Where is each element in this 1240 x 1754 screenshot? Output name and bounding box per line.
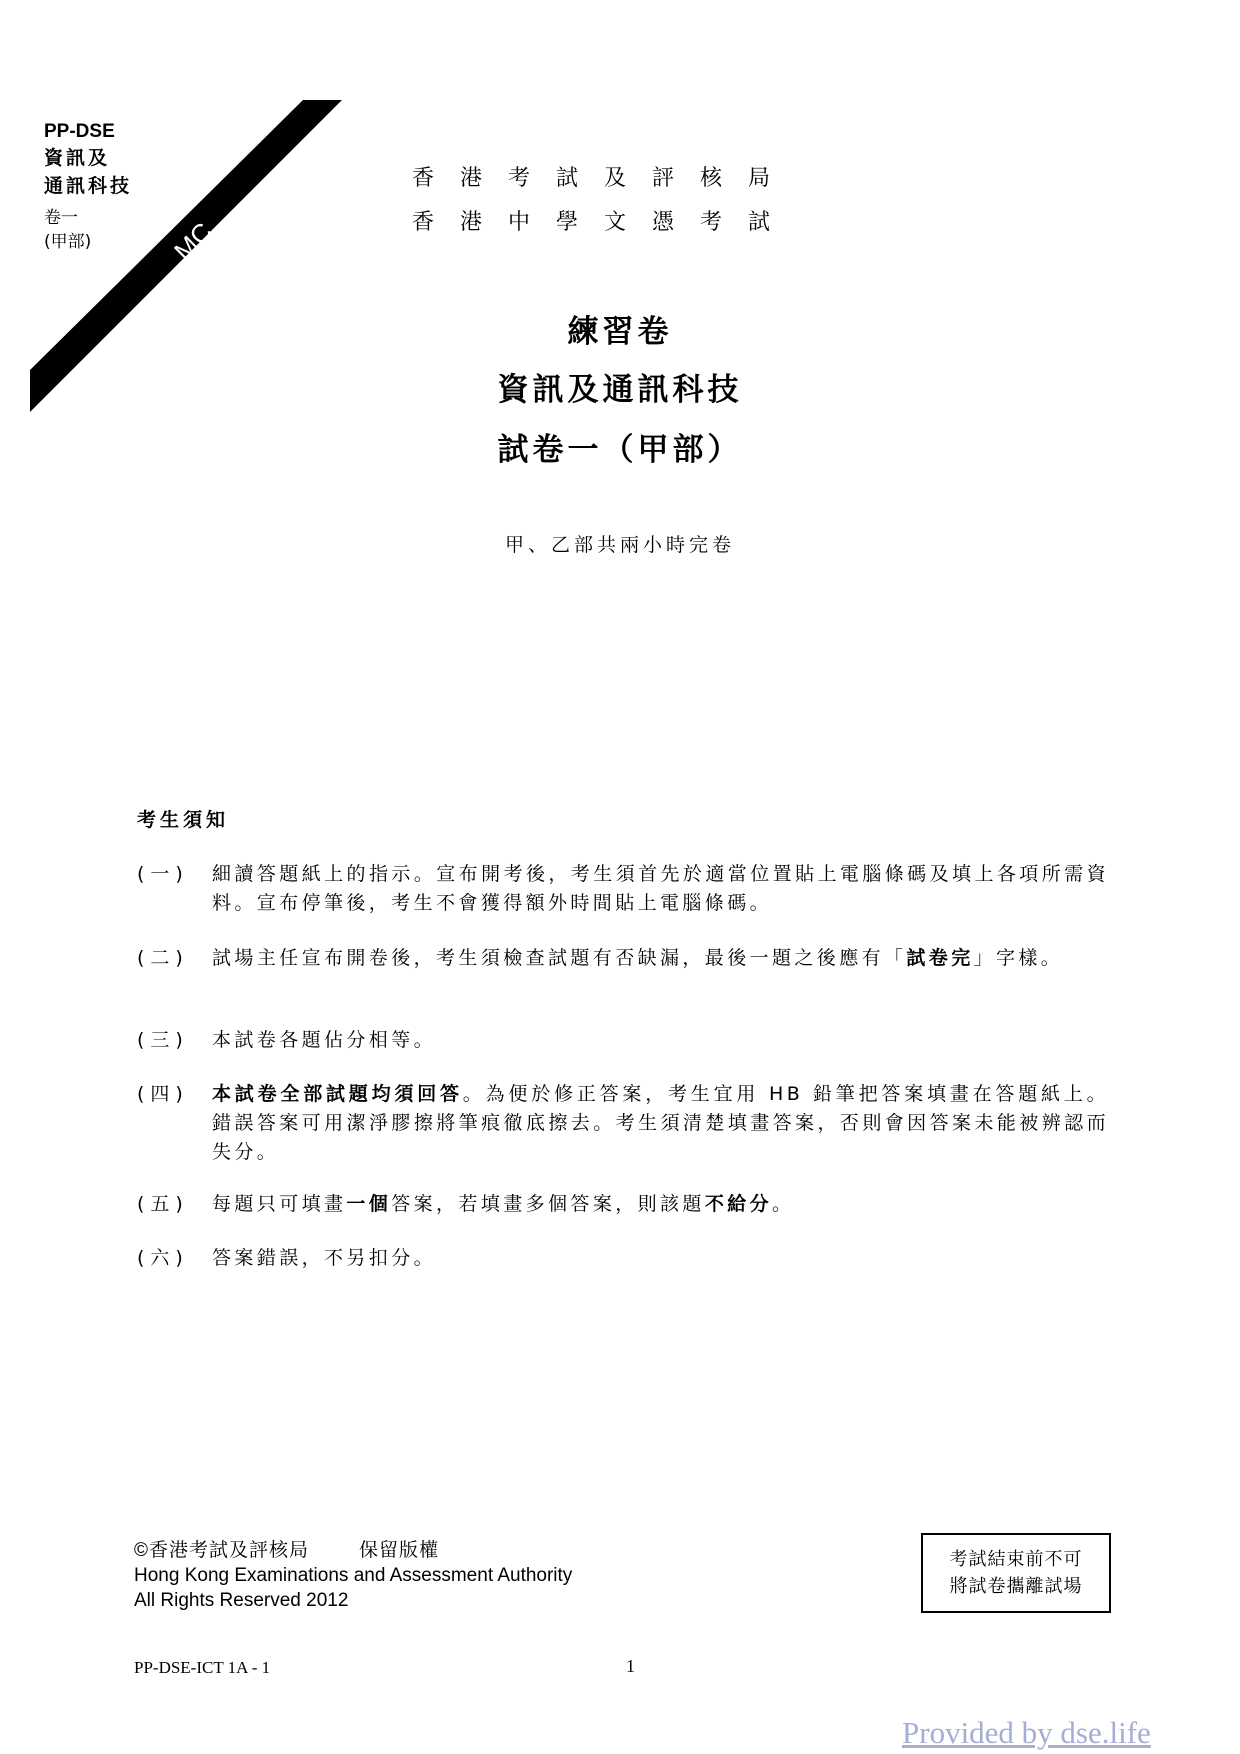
title-subject: 資訊及通訊科技 [497,372,743,408]
corner-paper-label [44,120,264,254]
rights-cn: 保留版權 [359,1540,440,1561]
band-label: MC [168,216,218,267]
instruction-number: (二) [137,947,189,969]
instruction-number: (四) [137,1083,189,1105]
instruction-item [137,1080,1109,1167]
exam-duration: 甲、乙部共兩小時完卷 [504,534,735,556]
instruction-item [137,944,1109,973]
instructions-heading: 考生須知 [137,809,230,831]
instruction-text: 每題只可填畫一個答案，若填畫多個答案，則該題不給分。 [212,1193,795,1215]
instruction-item [137,1026,1109,1055]
instruction-text: 本試卷各題佔分相等。 [212,1029,437,1051]
instruction-number: (三) [137,1029,189,1051]
paper-code: PP-DSE [44,121,115,142]
instruction-number: (一) [137,863,189,885]
notice-line-2: 將試卷攜離試場 [949,1576,1083,1597]
copyright-en: Hong Kong Examinations and Assessment Authority [134,1565,573,1586]
page-code: PP-DSE-ICT 1A - 1 [134,1658,271,1677]
title-practice-paper: 練習卷 [567,314,673,350]
no-removal-notice [921,1533,1111,1613]
instruction-number: (五) [137,1193,189,1215]
copyright-cn: ©香港考試及評核局 [134,1540,309,1561]
rights-en: All Rights Reserved 2012 [134,1590,349,1611]
page-number: 1 [626,1656,635,1676]
subject-line-2: 通訊科技 [44,175,133,197]
instruction-text: 試場主任宣布開卷後，考生須檢查試題有否缺漏，最後一題之後應有「試卷完」字樣。 [212,947,1064,969]
instruction-text: 答案錯誤，不另扣分。 [212,1247,437,1269]
instruction-item [137,1244,1109,1273]
subject-line-1: 資訊及 [44,147,111,169]
instruction-text: 細讀答題紙上的指示。宣布開考後，考生須首先於適當位置貼上電腦條碼及填上各項所需資料。宣布停筆後，考生不會獲得額外時間貼上電腦條碼。 [212,863,1109,914]
authority-name: 香港考試及評核局 [412,166,797,191]
instruction-item [137,1190,1109,1219]
paper-line-2: (甲部) [44,232,92,252]
instruction-number: (六) [137,1247,189,1269]
copyright-block [134,1538,572,1613]
instruction-item [137,860,1109,918]
exam-name: 香港中學文憑考試 [412,210,797,235]
instruction-text: 本試卷全部試題均須回答。為便於修正答案，考生宜用 HB 鉛筆把答案填畫在答題紙上。錯誤答案可用潔淨膠擦將筆痕徹底擦去。考生須清楚填畫答案，否則會因答案未能被辨認而失分。 [212,1083,1109,1163]
notice-line-1: 考試結束前不可 [949,1549,1083,1570]
title-paper: 試卷一（甲部） [497,432,743,468]
paper-line-1: 卷一 [44,208,78,228]
provided-by-link[interactable]: Provided by dse.life [902,1715,1151,1750]
